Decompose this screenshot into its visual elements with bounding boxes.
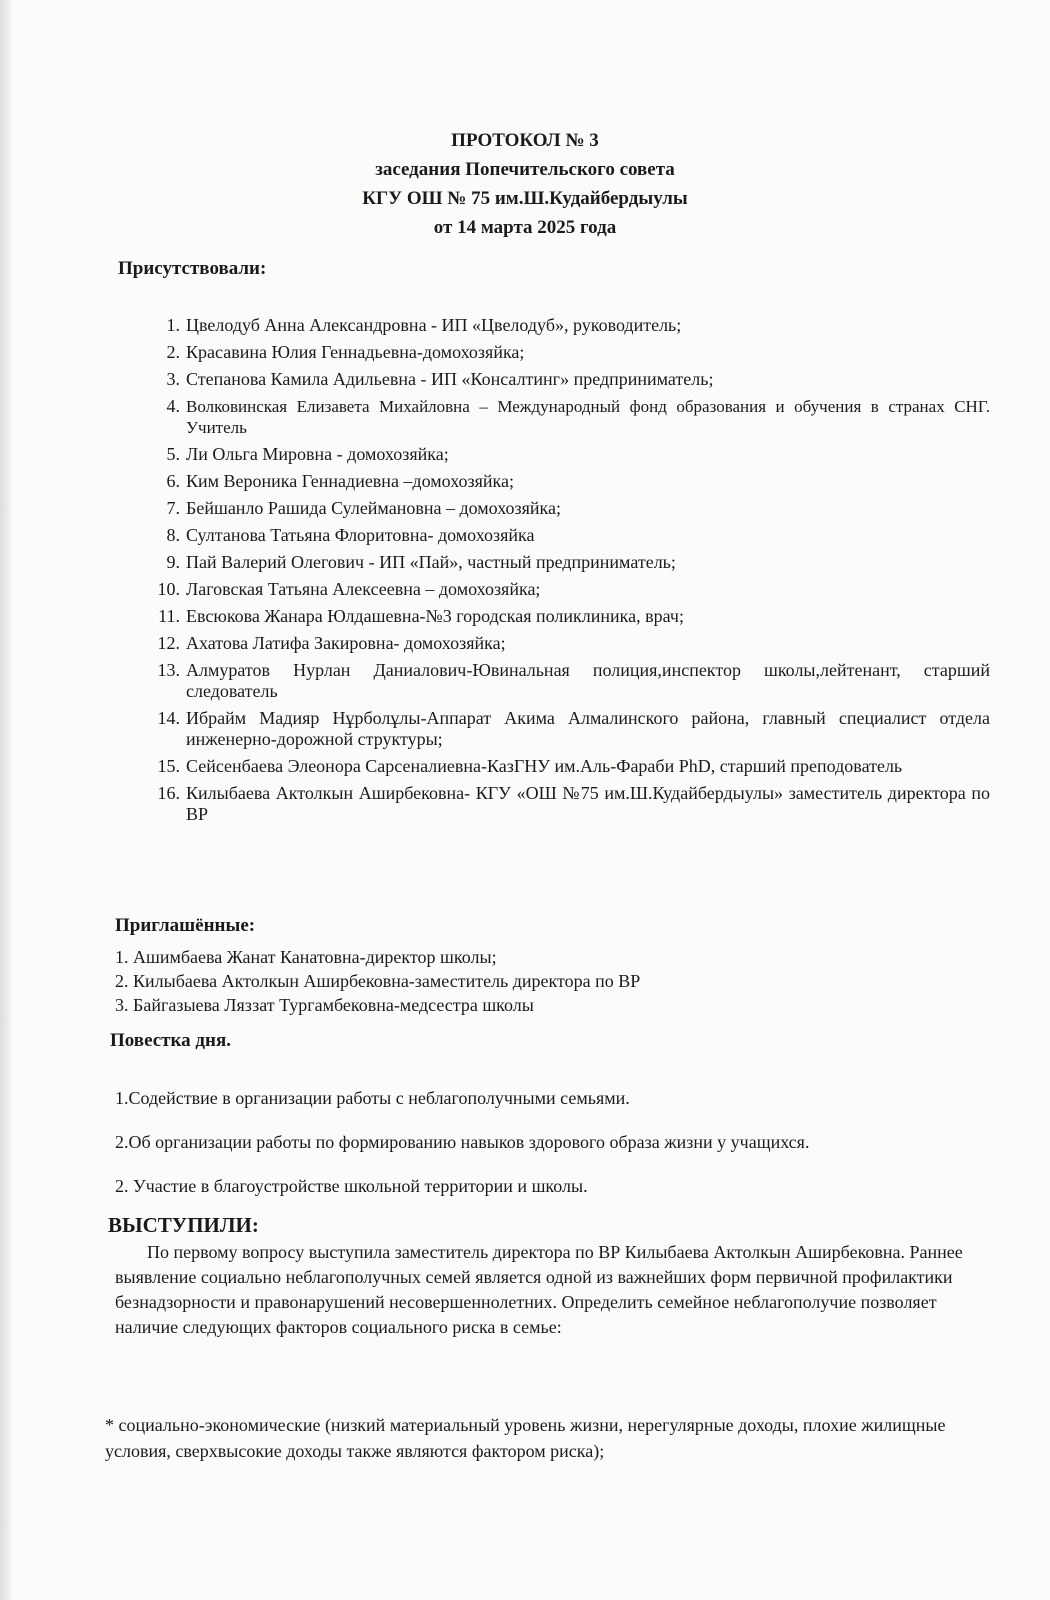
attendee-number: 15. (157, 756, 180, 776)
attendee-item (150, 552, 990, 573)
attendee-text: Ибрайм Мадияр Нұрболұлы-Аппарат Акима Алмалинского района, главный специалист отдела инженерно-дорожной структуры; (186, 708, 990, 749)
attendee-item (150, 783, 990, 825)
invited-title: Приглашённые: (115, 915, 256, 936)
attendee-number: 9. (166, 552, 180, 572)
speeches-title: ВЫСТУПИЛИ: (108, 1213, 259, 1237)
attendee-number: 8. (166, 525, 180, 545)
attendee-number: 4. (166, 396, 180, 416)
attendee-item (150, 471, 990, 492)
attendee-item (150, 369, 990, 390)
attendee-text: Ли Ольга Мировна - домохозяйка; (186, 444, 449, 464)
protocol-header (0, 126, 1050, 242)
attendee-item (150, 498, 990, 519)
attendee-text: Бейшанло Рашида Сулеймановна – домохозяйка; (186, 498, 562, 518)
protocol-number: ПРОТОКОЛ № 3 (451, 130, 599, 151)
agenda-item: 2.Об организации работы по формированию навыков здорового образа жизни у учащихся. (115, 1132, 810, 1152)
attendee-text: Волковинская Елизавета Михайловна – Международный фонд образования и обучения в странах СНГ. Учитель (186, 397, 990, 437)
attendee-item (150, 579, 990, 600)
attendee-item (150, 633, 990, 654)
attendee-text: Ким Вероника Геннадиевна –домохозяйка; (186, 471, 514, 491)
attendee-number: 5. (166, 444, 180, 464)
speech-paragraph (115, 1240, 985, 1340)
attendee-item (150, 315, 990, 336)
meeting-title: заседания Попечительского совета (375, 159, 675, 180)
attendee-text: Султанова Татьяна Флоритовна- домохозяйка (186, 525, 535, 545)
attendee-text: Евсюкова Жанара Юлдашевна-№3 городская поликлиника, врач; (186, 606, 684, 626)
attendee-text: Цвелодуб Анна Александровна - ИП «Цвелодуб», руководитель; (186, 315, 682, 335)
attendee-text: Красавина Юлия Геннадьевна-домохозяйка; (186, 342, 525, 362)
attendee-item (150, 525, 990, 546)
invited-list (115, 945, 995, 1017)
attendee-item (150, 708, 990, 750)
attendee-text: Алмуратов Нурлан Даниалович-Ювинальная полиция,инспектор школы,лейтенант, старший следователь (186, 660, 990, 701)
invited-item: 3. Байгазыева Ляззат Тургамбековна-медсестра школы (115, 995, 534, 1015)
attendee-text: Степанова Камила Адильевна - ИП «Консалтинг» предприниматель; (186, 369, 714, 389)
attendee-number: 13. (157, 660, 180, 680)
attendee-number: 2. (166, 342, 180, 362)
attendee-number: 1. (166, 315, 180, 335)
attendee-item (150, 342, 990, 363)
speech-text: По первому вопросу выступила заместитель директора по ВР Килыбаева Актолкын Аширбековна. Раннее выявление социально неблагополучных семей является одной из важнейших форм первичной профилактики безнадзорности и правонарушений несовершеннолетних. Определить семейное неблагополучие позволяет наличие следующих факторов социального риска в семье: (115, 1242, 963, 1337)
meeting-date: от 14 марта 2025 года (433, 217, 617, 238)
attendee-text: Ахатова Латифа Закировна- домохозяйка; (186, 633, 506, 653)
attendee-number: 10. (157, 579, 180, 599)
attendee-number: 6. (166, 471, 180, 491)
attendee-item (150, 396, 990, 438)
agenda-item: 1.Содействие в организации работы с неблагополучными семьями. (115, 1088, 630, 1108)
attendee-text: Лаговская Татьяна Алексеевна – домохозяйка; (186, 579, 541, 599)
attendee-item (150, 444, 990, 465)
attendee-number: 7. (166, 498, 180, 518)
attendee-text: Килыбаева Актолкын Аширбековна- КГУ «ОШ №75 им.Ш.Кудайбердыулы» заместитель директора по ВР (186, 783, 990, 824)
attendee-text: Пай Валерий Олегович - ИП «Пай», частный предприниматель; (186, 552, 676, 572)
attendee-number: 14. (157, 708, 180, 728)
attendee-item (150, 756, 990, 777)
attendee-item (150, 660, 990, 702)
attendee-item (150, 606, 990, 627)
risk-factor-item: * социально-экономические (низкий материальный уровень жизни, нерегулярные доходы, плохие жилищные условия, сверхвысокие доходы также являются фактором риска); (105, 1415, 946, 1461)
agenda-item: 2. Участие в благоустройстве школьной территории и школы. (115, 1176, 588, 1196)
agenda-title: Повестка дня. (110, 1030, 231, 1051)
attendee-number: 11. (158, 606, 180, 626)
attendee-number: 3. (166, 369, 180, 389)
present-title: Присутствовали: (118, 258, 267, 279)
invited-item: 2. Килыбаева Актолкын Аширбековна-заместитель директора по ВР (115, 971, 641, 991)
organization-name: КГУ ОШ № 75 им.Ш.Кудайбердыулы (362, 188, 688, 209)
attendee-number: 16. (157, 783, 180, 803)
attendee-number: 12. (157, 633, 180, 653)
invited-item: 1. Ашимбаева Жанат Канатовна-директор школы; (115, 947, 497, 967)
attendee-list (150, 315, 990, 831)
attendee-text: Сейсенбаева Элеонора Сарсеналиевна-КазГНУ им.Аль-Фараби PhD, старший преподователь (186, 756, 903, 776)
